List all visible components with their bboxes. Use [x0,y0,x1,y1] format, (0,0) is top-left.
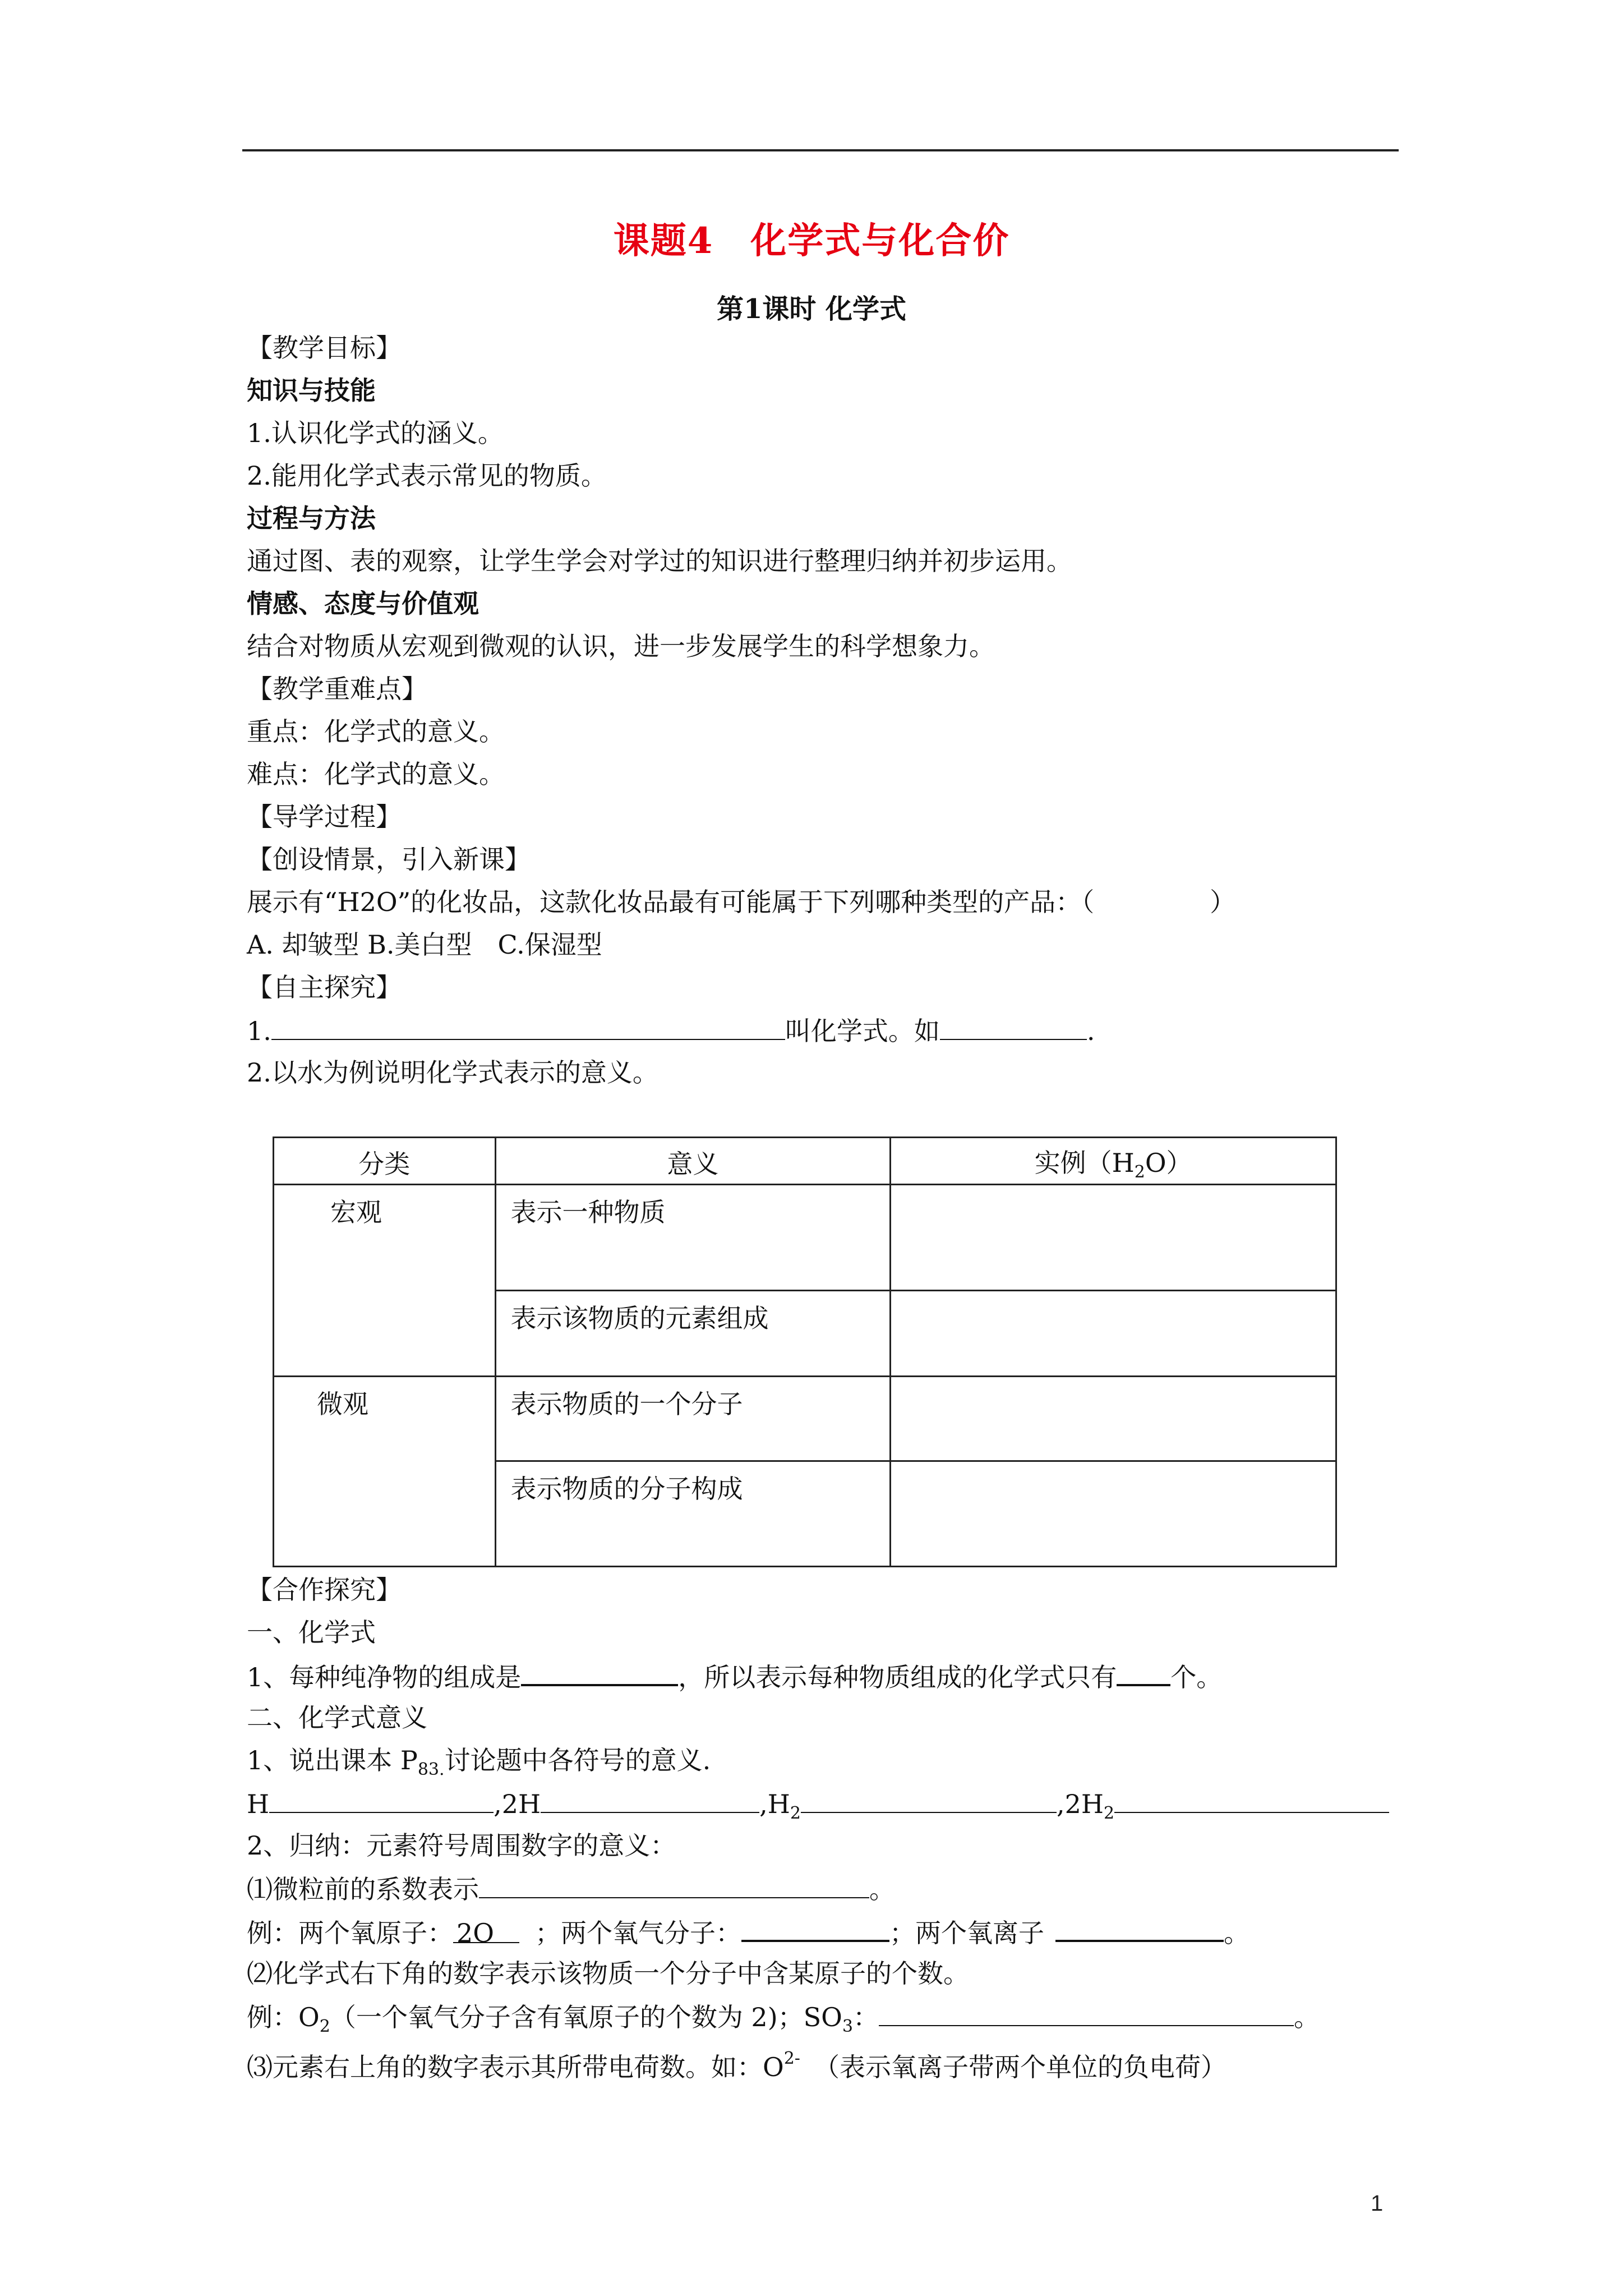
rule-3-sup: 2- [783,2049,800,2068]
table-header-row [274,1138,1336,1185]
table-cell-meaning: 表示物质的一个分子 [495,1377,891,1461]
table-row [274,1377,1336,1461]
table-header-meaning: 意义 [495,1138,891,1185]
example-2-a: 例：O [247,2002,320,2032]
example-2-end: 。 [1293,2002,1320,2032]
rule-2: ⑵化学式右下角的数字表示该物质一个分子中含某原子的个数。 [247,1958,969,1989]
symbol-h: H [247,1789,270,1819]
table-cell-meaning: 表示物质的分子构成 [495,1461,891,1567]
example-1 [247,1914,1249,1950]
key-point: 重点：化学式的意义。 [247,716,505,747]
symbol-2h2: ,2H [1056,1789,1104,1819]
coop-q1-a: 1、每种纯净物的组成是 [247,1662,522,1692]
emotion-item: 结合对物质从宏观到微观的认识，进一步发展学生的科学想象力。 [247,631,995,661]
coop-header: 【合作探究】 [247,1575,402,1605]
rule-1-text: ⑴微粒前的系数表示 [247,1874,479,1904]
keypoints-header: 【教学重难点】 [247,674,427,704]
answer-blank[interactable] [801,1786,1057,1813]
knowledge-title: 知识与技能 [247,375,376,406]
coop-q1-c: 个。 [1170,1662,1223,1692]
page-number: 1 [1371,2191,1384,2216]
table-cell-macro: 宏观 [274,1184,496,1377]
answer-blank[interactable] [521,1658,678,1686]
table-header-example-a: 实例（H [1034,1148,1135,1179]
table-cell-meaning: 表示一种物质 [495,1184,891,1290]
answer-blank[interactable] [1114,1786,1389,1813]
table-cell-micro: 微观 [274,1377,496,1567]
self-question-2: 2.以水为例说明化学式表示的意义。 [247,1057,658,1088]
example-1-answer: 2O [453,1916,519,1943]
answer-blank[interactable] [1117,1658,1170,1686]
table-cell-answer[interactable] [891,1377,1336,1461]
coop-question-2 [247,1743,711,1787]
table-header-category: 分类 [274,1138,496,1185]
answer-blank[interactable] [741,1914,889,1942]
rule-3 [247,2042,1227,2084]
self-question-1 [247,1013,1095,1048]
answer-blank[interactable] [479,1871,869,1898]
self-q1-prefix: 1. [247,1016,271,1046]
answer-blank[interactable] [940,1013,1087,1040]
self-q1-end: . [1086,1016,1095,1046]
rule-3-b: （表示氧离子带两个单位的负电荷） [813,2052,1227,2082]
coop-question-1 [247,1658,1222,1694]
answer-blank[interactable] [541,1786,759,1813]
example-1-a: 例：两个氧原子： [247,1918,453,1948]
scene-header: 【创设情景，引入新课】 [247,844,531,875]
coop-q1-b: ，所以表示每种物质组成的化学式只有 [678,1662,1117,1692]
self-q1-mid: 叫化学式。如 [785,1016,940,1046]
page-subtitle: 第1课时 化学式 [716,293,907,325]
rule-1 [247,1871,895,1906]
table-cell-meaning: 表示该物质的元素组成 [495,1291,891,1377]
knowledge-item-2: 2.能用化学式表示常见的物质。 [247,461,607,491]
knowledge-item-1: 1.认识化学式的涵义。 [247,418,504,448]
table-header-example-b: O） [1145,1148,1192,1179]
symbol-row [247,1786,1389,1830]
coop-q2-text: 1、说出课本 P [247,1745,418,1775]
symbol-h2-sub: 2 [790,1803,801,1823]
example-2-sub-3: 3 [842,2017,853,2036]
example-1-end: 。 [1224,1918,1249,1948]
rule-3-a: ⑶元素右上角的数字表示其所带电荷数。如：O [247,2052,784,2082]
difficulty-point: 难点：化学式的意义。 [247,759,505,789]
rule-1-end: 。 [869,1874,895,1904]
emotion-title: 情感、态度与价值观 [247,588,479,619]
table-header-example [891,1138,1336,1185]
meaning-table [273,1137,1337,1567]
coop-question-3: 2、归纳：元素符号周围数字的意义： [247,1830,676,1861]
process-title: 过程与方法 [247,503,376,533]
scene-options: A. 却皱型 B.美白型 C.保湿型 [247,930,602,960]
example-2-c: ： [852,2002,879,2032]
coop-q2-page-sub: 83. [417,1760,445,1779]
table-header-example-sub: 2 [1134,1162,1145,1182]
answer-blank[interactable] [269,1786,494,1813]
answer-blank[interactable] [879,1999,1294,2026]
answer-blank[interactable] [271,1013,785,1040]
page-title: 课题4 化学式与化合价 [613,220,1010,262]
table-row [274,1184,1336,1290]
example-1-c: ；两个氧离子 [889,1918,1044,1948]
example-1-b: ；两个氧气分子： [535,1918,741,1948]
symbol-h2: ,H [759,1789,790,1819]
symbol-2h2-sub: 2 [1104,1803,1115,1823]
header-rule [242,149,1399,151]
table-cell-answer[interactable] [891,1291,1336,1377]
objectives-header: 【教学目标】 [247,333,402,363]
guide-header: 【导学过程】 [247,802,402,832]
coop-section-2-title: 二、化学式意义 [247,1703,427,1733]
coop-q2-end: 讨论题中各符号的意义. [444,1745,711,1775]
process-item: 通过图、表的观察，让学生学会对学过的知识进行整理归纳并初步运用。 [247,546,1072,576]
example-2-sub-2: 2 [319,2017,330,2036]
self-header: 【自主探究】 [247,972,402,1002]
table-cell-answer[interactable] [891,1461,1336,1567]
table-cell-answer[interactable] [891,1184,1336,1290]
example-2 [247,1999,1320,2044]
scene-question-end: ） [1210,887,1236,917]
example-2-b: （一个氧气分子含有氧原子的个数为 2)；SO [330,2002,842,2032]
answer-blank[interactable] [1055,1914,1224,1942]
scene-question-text: 展示有“H2O”的化妆品，这款化妆品最有可能属于下列哪种类型的产品：（ [247,887,1095,917]
symbol-2h: ,2H [494,1789,541,1819]
coop-section-1-title: 一、化学式 [247,1617,376,1648]
scene-question [247,885,1235,919]
